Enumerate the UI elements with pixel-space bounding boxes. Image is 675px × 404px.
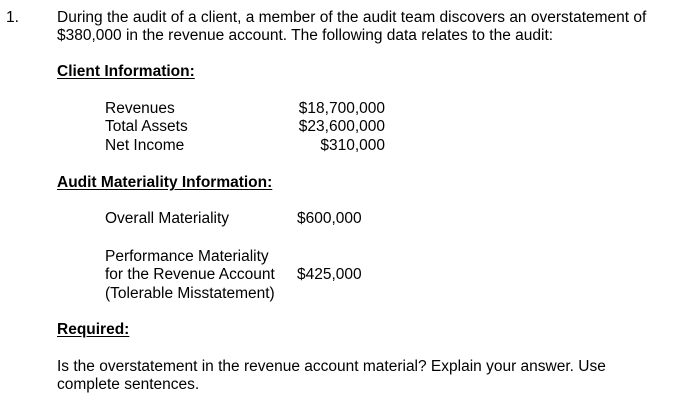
required-line-2: complete sentences. (57, 376, 200, 393)
overall-materiality-label: Overall Materiality (105, 210, 230, 227)
revenues-value: $18,700,000 (298, 100, 385, 117)
audit-materiality-heading: Audit Materiality Information: (57, 174, 273, 191)
overall-materiality-value: $600,000 (297, 210, 362, 227)
revenues-label: Revenues (105, 100, 175, 117)
question-intro-line-1: During the audit of a client, a member of the audit team discovers an overstatement of (57, 9, 647, 26)
performance-materiality-value: $425,000 (297, 266, 362, 283)
performance-materiality-line-2: for the Revenue Account (105, 266, 275, 283)
total-assets-label: Total Assets (105, 118, 188, 135)
total-assets-value: $23,600,000 (298, 118, 385, 135)
question-intro-line-2: $380,000 in the revenue account. The following data relates to the audit: (57, 27, 554, 44)
net-income-label: Net Income (105, 137, 185, 154)
question-number: 1. (6, 9, 19, 26)
net-income-value: $310,000 (320, 137, 385, 154)
client-information-heading: Client Information: (57, 63, 195, 80)
required-line-1: Is the overstatement in the revenue account material? Explain your answer. Use (57, 358, 606, 375)
required-heading: Required: (57, 321, 130, 338)
performance-materiality-line-3: (Tolerable Misstatement) (105, 285, 275, 302)
performance-materiality-line-1: Performance Materiality (105, 248, 269, 265)
